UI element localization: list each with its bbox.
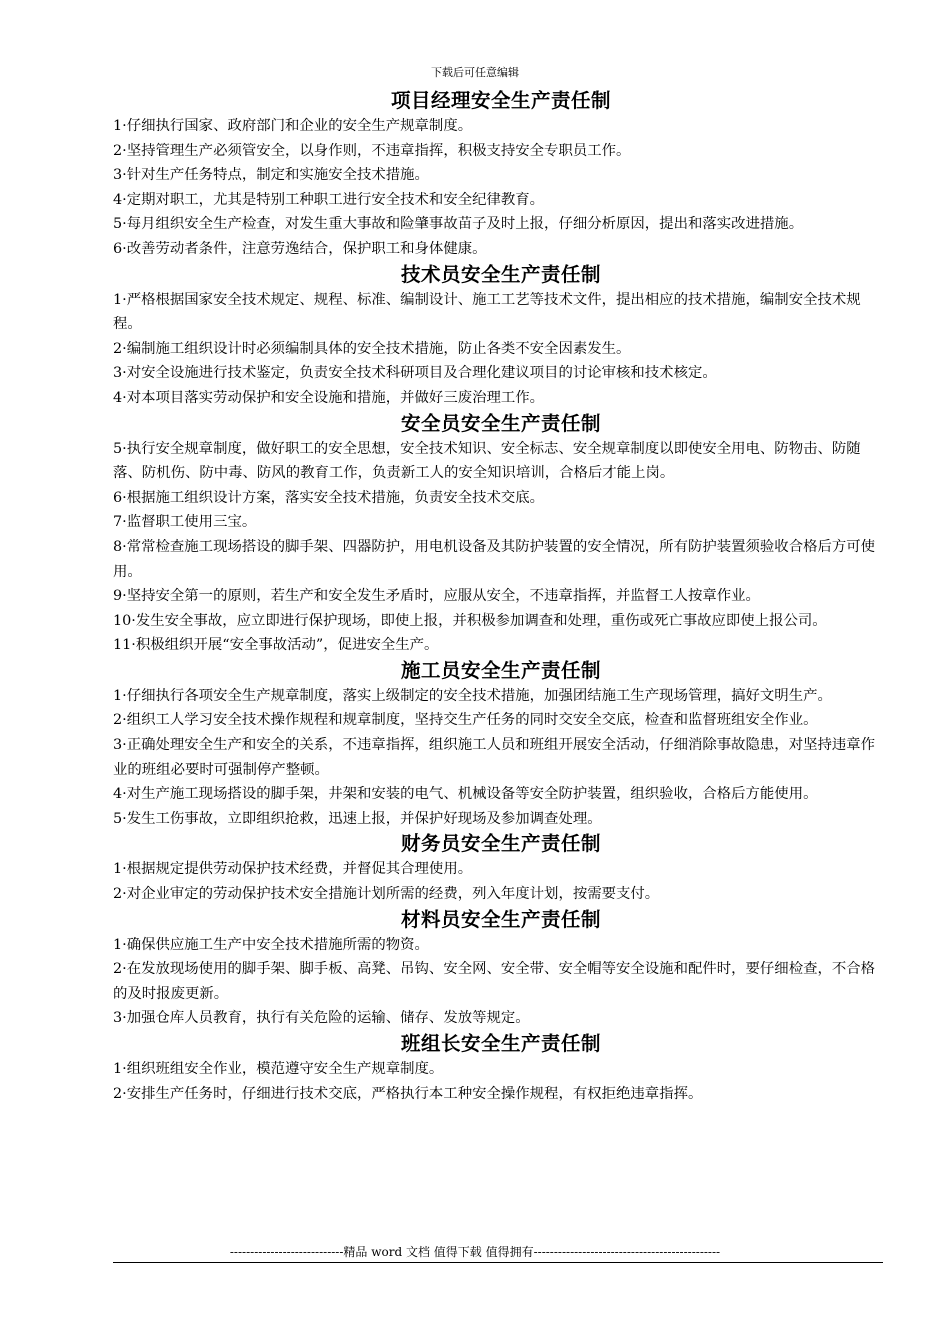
section-team-leader xyxy=(113,1031,889,1106)
list-item: 6·改善劳动者条件，注意劳逸结合，保护职工和身体健康。 xyxy=(113,240,487,257)
section-title: 技术员安全生产责任制 xyxy=(400,262,601,286)
section-title: 项目经理安全生产责任制 xyxy=(390,89,611,112)
footer-text: ----------------------------精品 word 文档 值得下载 值得拥有---------------------------------------------- xyxy=(229,1245,721,1259)
list-item: 3·针对生产任务特点，制定和实施安全技术措施。 xyxy=(113,167,429,184)
list-item: 2·编制施工组织设计时必须编制具体的安全技术措施，防止各类不安全因素发生。 xyxy=(113,340,631,357)
list-item: 10·发生安全事故，应立即进行保护现场，即使上报，并积极参加调查和处理，重伤或死亡事故应即使上报公司。 xyxy=(113,612,827,629)
list-item: 8·常常检查施工现场搭设的脚手架、四器防护，用电机设备及其防护装置的安全情况，所有防护装置须验收合格后方可使用。 xyxy=(113,538,876,580)
section-title: 安全员安全生产责任制 xyxy=(400,411,601,435)
list-item: 6·根据施工组织设计方案，落实安全技术措施，负责安全技术交底。 xyxy=(113,489,545,506)
list-item: 5·执行安全规章制度，做好职工的安全思想，安全技术知识、安全标志、安全规章制度以即使安全用电、防物击、防随落、防机伤、防中毒、防风的教育工作，负责新工人的安全知识培训，合格后才能上岗。 xyxy=(113,440,861,482)
list-item: 3·加强仓库人员教育，执行有关危险的运输、储存、发放等规定。 xyxy=(113,1010,530,1027)
section-construction-officer xyxy=(113,658,889,832)
section-title: 财务员安全生产责任制 xyxy=(400,832,601,856)
section-title: 材料员安全生产责任制 xyxy=(400,907,601,931)
list-item: 4·定期对职工，尤其是特别工种职工进行安全技术和安全纪律教育。 xyxy=(113,191,545,208)
section-materials-officer xyxy=(113,907,889,1031)
section-technician xyxy=(113,262,889,411)
list-item: 1·仔细执行各项安全生产规章制度，落实上级制定的安全技术措施，加强团结施工生产现场管理，搞好文明生产。 xyxy=(113,687,832,704)
section-project-manager xyxy=(113,88,889,262)
section-finance-officer xyxy=(113,831,889,906)
list-item: 1·根据规定提供劳动保护技术经费，并督促其合理使用。 xyxy=(113,861,473,878)
list-item: 3·正确处理安全生产和安全的关系，不违章指挥，组织施工人员和班组开展安全活动，仔细消除事故隐患，对坚持违章作业的班组必要时可强制停产整顿。 xyxy=(113,737,876,778)
list-item: 2·组织工人学习安全技术操作规程和规章制度，坚持交生产任务的同时交安全交底，检查和监督班组安全作业。 xyxy=(113,712,818,729)
header-note: 下载后可任意编辑 xyxy=(431,66,519,79)
list-item: 1·组织班组安全作业，模范遵守安全生产规章制度。 xyxy=(113,1061,444,1077)
section-title: 施工员安全生产责任制 xyxy=(400,658,601,682)
section-safety-officer xyxy=(113,411,889,658)
list-item: 2·坚持管理生产必须管安全，以身作则，不违章指挥，积极支持安全专职员工作。 xyxy=(113,142,631,159)
list-item: 5·发生工伤事故，立即组织抢救，迅速上报，并保护好现场及参加调查处理。 xyxy=(113,810,602,827)
section-title: 班组长安全生产责任制 xyxy=(400,1032,601,1055)
list-item: 4·对生产施工现场搭设的脚手架，井架和安装的电气、机械设备等安全防护装置，组织验收，合格后方能使用。 xyxy=(113,786,818,803)
list-item: 11·积极组织开展“安全事故活动”，促进安全生产。 xyxy=(113,637,439,654)
list-item: 2·在发放现场使用的脚手架、脚手板、高凳、吊钩、安全网、安全带、安全帽等安全设施和配件时，要仔细检查，不合格的及时报废更新。 xyxy=(113,961,876,1002)
footer-divider xyxy=(113,1262,883,1263)
list-item: 5·每月组织安全生产检查，对发生重大事故和险肇事故苗子及时上报，仔细分析原因，提出和落实改进措施。 xyxy=(113,216,804,233)
list-item: 1·仔细执行国家、政府部门和企业的安全生产规章制度。 xyxy=(113,118,473,134)
list-item: 7·监督职工使用三宝。 xyxy=(113,514,257,531)
document-body xyxy=(113,88,889,1106)
list-item: 3·对安全设施进行技术鉴定，负责安全技术科研项目及合理化建议项目的讨论审核和技术核定。 xyxy=(113,365,717,382)
list-item: 1·确保供应施工生产中安全技术措施所需的物资。 xyxy=(113,936,429,953)
list-item: 4·对本项目落实劳动保护和安全设施和措施，并做好三废治理工作。 xyxy=(113,389,545,406)
list-item: 1·严格根据国家安全技术规定、规程、标准、编制设计、施工工艺等技术文件，提出相应的技术措施，编制安全技术规程。 xyxy=(113,291,861,333)
list-item: 9·坚持安全第一的原则，若生产和安全发生矛盾时，应服从安全，不违章指挥，并监督工人按章作业。 xyxy=(113,588,760,605)
list-item: 2·安排生产任务时，仔细进行技术交底，严格执行本工种安全操作规程，有权拒绝违章指挥。 xyxy=(113,1085,703,1102)
list-item: 2·对企业审定的劳动保护技术安全措施计划所需的经费，列入年度计划，按需要支付。 xyxy=(113,886,660,903)
